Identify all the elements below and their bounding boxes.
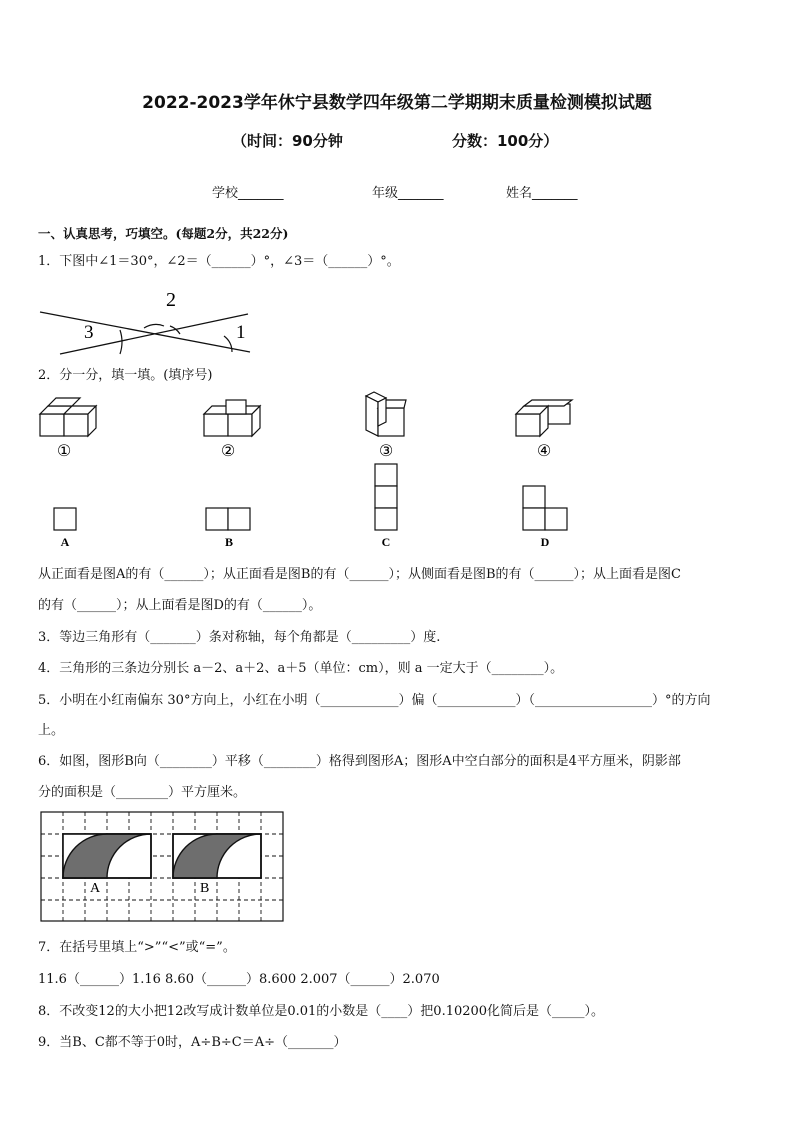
view-figure-c	[374, 464, 400, 550]
view-label-d: D	[540, 535, 550, 549]
cube-figure-1	[38, 398, 98, 460]
cube-label-3: ③	[378, 441, 394, 460]
question-2: 2．分一分，填一填。(填序号)	[38, 368, 213, 383]
cube-figure-2	[202, 398, 262, 460]
question-9: 9．当B、C都不等于0时，A÷B÷C＝A÷（_______）	[38, 1035, 347, 1050]
cube-label-4: ④	[536, 441, 552, 460]
question-2-line-1: 从正面看是图A的有（______）；从正面看是图B的有（______）；从侧面看是图B的有（______）；从上面看是图C	[38, 567, 681, 582]
question-5-line-2: 上。	[38, 723, 65, 738]
question-8: 8．不改变12的大小把12改写成计数单位是0.01的小数是（____）把0.10200化简后是（_____）。	[38, 1004, 605, 1019]
view-figure-a	[52, 508, 82, 550]
question-5-line-1: 5．小明在小红南偏东 30°方向上，小红在小明（____________）偏（____________）（__________________）°的方向	[38, 693, 711, 708]
school-field[interactable]: 学校_______	[212, 186, 284, 201]
cube-label-2: ②	[220, 441, 236, 460]
exam-score: 分数：100分）	[452, 132, 559, 150]
angle-1-label: 1	[236, 322, 246, 343]
angle-3-label: 3	[84, 322, 94, 343]
exam-time: （时间：90分钟	[232, 132, 343, 150]
grid-label-a: A	[90, 881, 101, 896]
question-7: 7．在括号里填上“>”“<”或“=”。	[38, 940, 236, 955]
section-heading: 一、认真思考，巧填空。(每题2分，共22分)	[38, 226, 289, 241]
question-7-items: 11.6（______）1.16 8.60（______）8.600 2.007（______）2.070	[38, 972, 440, 987]
view-label-c: C	[381, 535, 391, 549]
view-label-b: B	[224, 535, 234, 549]
cube-label-1: ①	[56, 441, 72, 460]
view-label-a: A	[60, 535, 70, 549]
question-3: 3．等边三角形有（_______）条对称轴，每个角都是（_________）度.	[38, 630, 441, 645]
cube-figure-3	[362, 392, 412, 460]
cube-figure-4	[514, 398, 578, 460]
question-6-line-2: 分的面积是（________）平方厘米。	[38, 785, 247, 800]
angle-figure	[38, 284, 258, 358]
question-1: 1．下图中∠1＝30°，∠2＝（______）°，∠3＝（______）°。	[38, 254, 400, 269]
question-2-line-2: 的有（______）；从上面看是图D的有（______）。	[38, 598, 322, 613]
view-figure-d	[522, 486, 572, 550]
page-title: 2022-2023学年休宁县数学四年级第二学期期末质量检测模拟试题	[142, 93, 652, 113]
question-4: 4．三角形的三条边分别长 a－2、a＋2、a＋5（单位：cm），则 a 一定大于（________）。	[38, 661, 564, 676]
name-field[interactable]: 姓名_______	[506, 186, 578, 201]
question-6-line-1: 6．如图，图形B向（________）平移（________）格得到图形A；图形A中空白部分的面积是4平方厘米，阴影部	[38, 754, 681, 769]
view-figure-b	[205, 508, 255, 550]
grade-field[interactable]: 年级_______	[372, 186, 444, 201]
angle-2-label: 2	[166, 289, 176, 311]
grid-figure	[40, 811, 285, 923]
grid-label-b: B	[200, 881, 210, 896]
